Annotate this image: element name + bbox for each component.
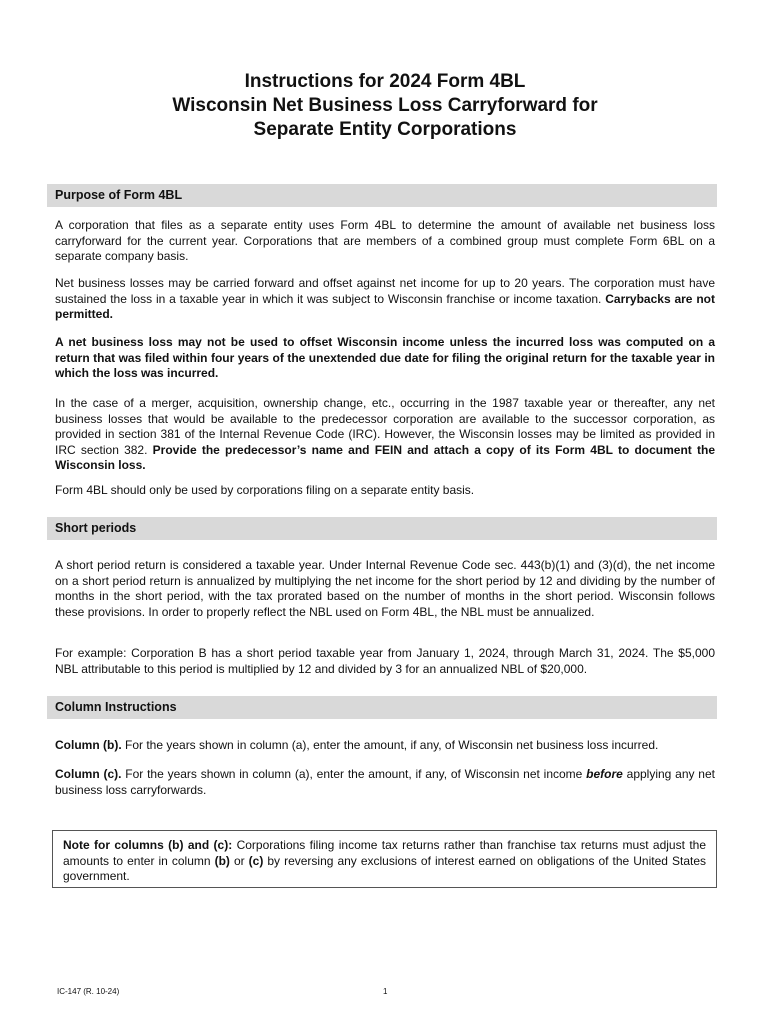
form-revision-id: IC-147 (R. 10-24) [57,987,120,996]
note-column-b: (b) [214,853,230,868]
page-title [0,70,770,142]
purpose-paragraph-2 [55,276,715,323]
column-c-instruction [55,767,715,798]
column-instructions-section-heading: Column Instructions [47,696,717,719]
purpose-section-heading: Purpose of Form 4BL [47,184,717,207]
note-column-c: (c) [248,853,264,868]
column-c-text-1: For the years shown in column (a), enter the amount, if any, of Wisconsin net income [121,767,587,781]
column-b-label: Column (b). [55,738,122,752]
title-line-1: Instructions for 2024 Form 4BL [244,71,526,92]
page-number: 1 [383,987,388,996]
title-line-3: Separate Entity Corporations [253,119,517,140]
predecessor-instruction: Provide the predecessor’s name and FEIN and attach a copy of its Form 4BL to document the Wisconsin loss. [55,442,716,472]
column-b-instruction [55,738,715,754]
short-periods-example: For example: Corporation B has a short period taxable year from January 1, 2024, through March 31, 2024. The $5,000 NBL attributable to this period is multiplied by 12 and divided by 3 for an annualized NBL of $20,000. [55,646,715,676]
column-c-text-2: applying any net business loss carryforwards. [55,767,715,797]
column-c-emphasis: before [586,767,623,781]
purpose-paragraph-4 [55,396,715,474]
purpose-paragraph-1: A corporation that files as a separate entity uses Form 4BL to determine the amount of available net business loss carryforward for the current year. Corporations that are members of a combined group must complete Form 6BL on a separate company basis. [55,218,715,263]
column-b-text: For the years shown in column (a), enter the amount, if any, of Wisconsin net business loss incurred. [121,738,659,752]
note-text-1: Corporations filing income tax returns rather than franchise tax returns must adjust the amounts to enter in column [63,838,707,868]
note-box [52,830,717,888]
short-periods-section-heading: Short periods [47,517,717,540]
carrybacks-note: Carrybacks are not permitted. [55,291,715,321]
purpose-paragraph-2-text: Net business losses may be carried forward and offset against net income for up to 20 years. The corporation must have sustained the loss in a taxable year in which it was subject to Wisconsin franchise or income taxation. [55,276,715,306]
note-label: Note for columns (b) and (c): [63,838,233,852]
note-text-2: by reversing any exclusions of interest earned on obligations of the United States government. [63,853,707,883]
purpose-paragraph-3: A net business loss may not be used to offset Wisconsin income unless the incurred loss was computed on a return that was filed within four years of the unextended due date for filing the original return for the taxable year in which the loss was incurred. [55,335,715,380]
column-c-label: Column (c). [55,767,122,781]
short-periods-paragraph-1: A short period return is considered a taxable year. Under Internal Revenue Code sec. 443(b)(1) and (3)(d), the net income on a short period return is annualized by multiplying the net income for the short period by 12 and dividing by the number of months in the short period, with the tax prorated based on the number of months in the short period. Wisconsin follows these provisions. In order to properly reflect the NBL used on Form 4BL, the NBL must be annualized. [55,558,715,619]
purpose-paragraph-4-text: In the case of a merger, acquisition, ownership change, etc., occurring in the 1987 taxable year or thereafter, any net business losses that would be available to the predecessor corporation are available to the successor corporation, as provided in section 381 of the Internal Revenue Code (IRC). However, the Wisconsin losses may be limited as provided in IRC section 382. [55,396,715,457]
title-line-2: Wisconsin Net Business Loss Carryforward for [172,95,598,116]
note-or: or [229,853,249,868]
purpose-paragraph-5: Form 4BL should only be used by corporations filing on a separate entity basis. [55,483,475,497]
